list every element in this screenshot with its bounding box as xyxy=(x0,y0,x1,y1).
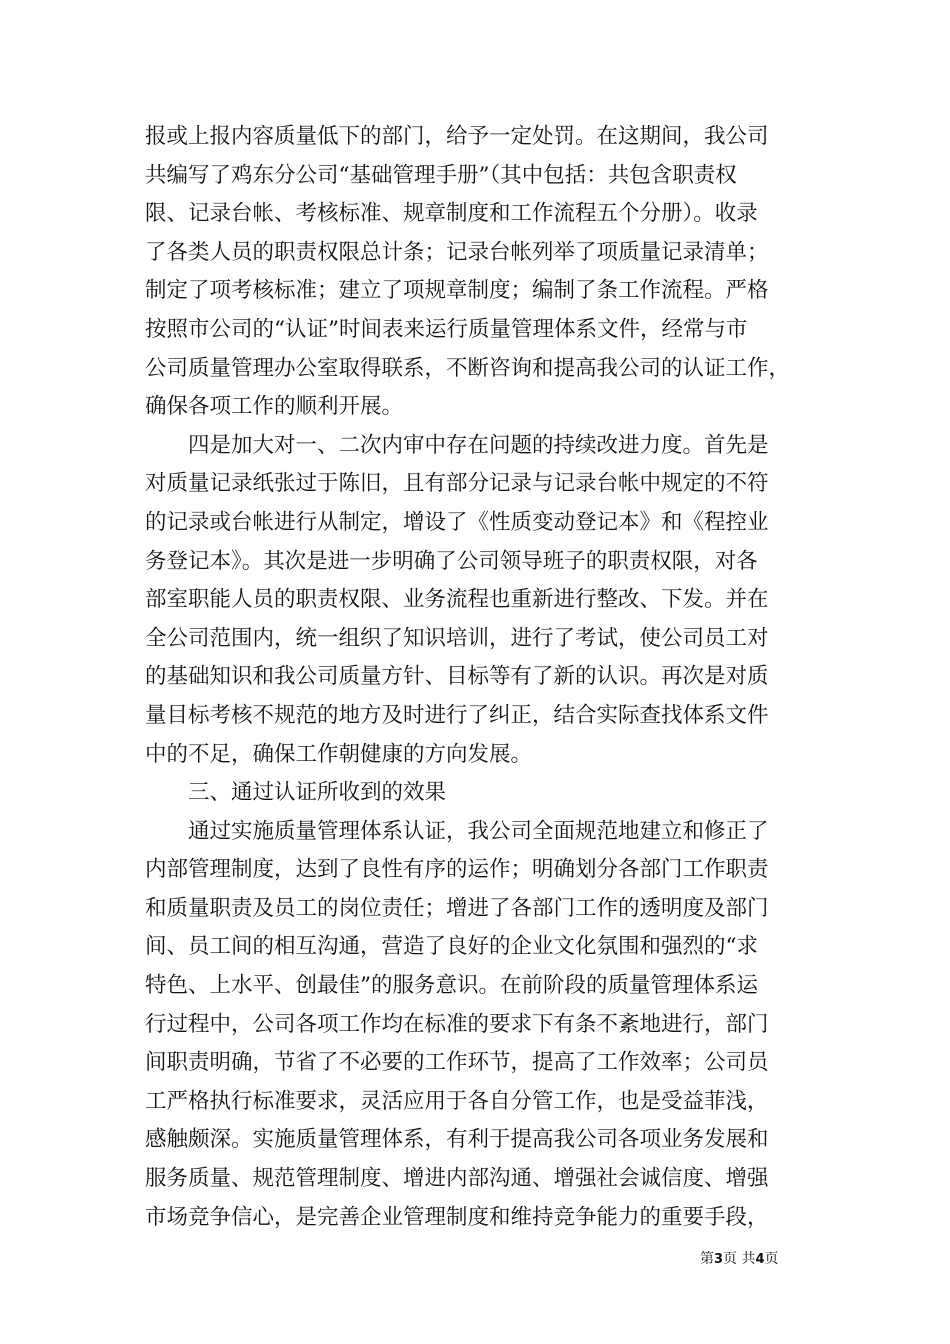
text-line: 感触颇深。实施质量管理体系，有利于提高我公司各项业务发展和 xyxy=(145,1127,769,1153)
text-line: 中的不足，确保工作朝健康的方向发展。 xyxy=(145,741,533,767)
body-text xyxy=(145,118,817,1237)
current-page-number: 3 xyxy=(714,1252,724,1267)
section-heading: 三、通过认证所收到的效果 xyxy=(188,780,447,806)
text-line: 务登记本》。其次是进一步明确了公司领导班子的职责权限，对各 xyxy=(145,548,758,574)
text-line: 市场竞争信心，是完善企业管理制度和维持竞争能力的重要手段， xyxy=(145,1204,769,1230)
text-line: 按照市公司的“认证”时间表来运行质量管理体系文件，经常与市 xyxy=(145,316,748,342)
footer-middle: 页 共 xyxy=(723,1251,756,1267)
text-line: 对质量记录纸张过于陈旧，且有部分记录与记录台帐中规定的不符 xyxy=(145,471,769,497)
footer-prefix: 第 xyxy=(700,1251,714,1267)
text-line: 制定了项考核标准；建立了项规章制度；编制了条工作流程。严格 xyxy=(145,278,769,304)
text-line: 的基础知识和我公司质量方针、目标等有了新的认识。再次是对质 xyxy=(145,664,769,690)
text-line: 部室职能人员的职责权限、业务流程也重新进行整改、下发。并在 xyxy=(145,587,769,613)
text-line: 工严格执行标准要求，灵活应用于各自分管工作，也是受益菲浅， xyxy=(145,1088,769,1114)
text-line: 特色、上水平、创最佳”的服务意识。在前阶段的质量管理体系运 xyxy=(145,973,758,999)
text-line: 限、记录台帐、考核标准、规章制度和工作流程五个分册）。收录 xyxy=(145,201,758,227)
text-line: 间、员工间的相互沟通，营造了良好的企业文化氛围和强烈的“求 xyxy=(145,934,758,960)
text-line: 间职责明确，节省了不必要的工作环节，提高了工作效率；公司员 xyxy=(145,1050,769,1076)
text-line: 的记录或台帐进行从制定，增设了《性质变动登记本》和《程控业 xyxy=(145,509,769,535)
text-line: 确保各项工作的顺利开展。 xyxy=(145,394,404,420)
footer-suffix: 页 xyxy=(764,1251,779,1267)
page-number-footer xyxy=(700,1248,779,1268)
text-line: 了各类人员的职责权限总计条；记录台帐列举了项质量记录清单； xyxy=(145,239,769,265)
text-line: 全公司范围内，统一组织了知识培训，进行了考试，使公司员工对 xyxy=(145,625,769,651)
text-line: 服务质量、规范管理制度、增进内部沟通、增强社会诚信度、增强 xyxy=(145,1166,769,1192)
text-line: 行过程中，公司各项工作均在标准的要求下有条不紊地进行，部门 xyxy=(145,1011,769,1037)
text-line: 报或上报内容质量低下的部门，给予一定处罚。在这期间，我公司 xyxy=(145,124,769,149)
text-line: 量目标考核不规范的地方及时进行了纠正，结合实际查找体系文件 xyxy=(145,702,769,728)
text-line: 四是加大对一、二次内审中存在问题的持续改进力度。首先是 xyxy=(188,432,769,458)
text-line: 内部管理制度，达到了良性有序的运作；明确划分各部门工作职责 xyxy=(145,857,769,883)
text-line: 通过实施质量管理体系认证，我公司全面规范地建立和修正了 xyxy=(188,818,769,844)
text-line: 和质量职责及员工的岗位责任；增进了各部门工作的透明度及部门 xyxy=(145,895,769,921)
total-page-number: 4 xyxy=(755,1252,765,1267)
text-line: 共编写了鸡东分公司“基础管理手册”（其中包括：共包含职责权 xyxy=(145,162,737,188)
text-line: 公司质量管理办公室取得联系，不断咨询和提高我公司的认证工作， xyxy=(145,355,791,381)
